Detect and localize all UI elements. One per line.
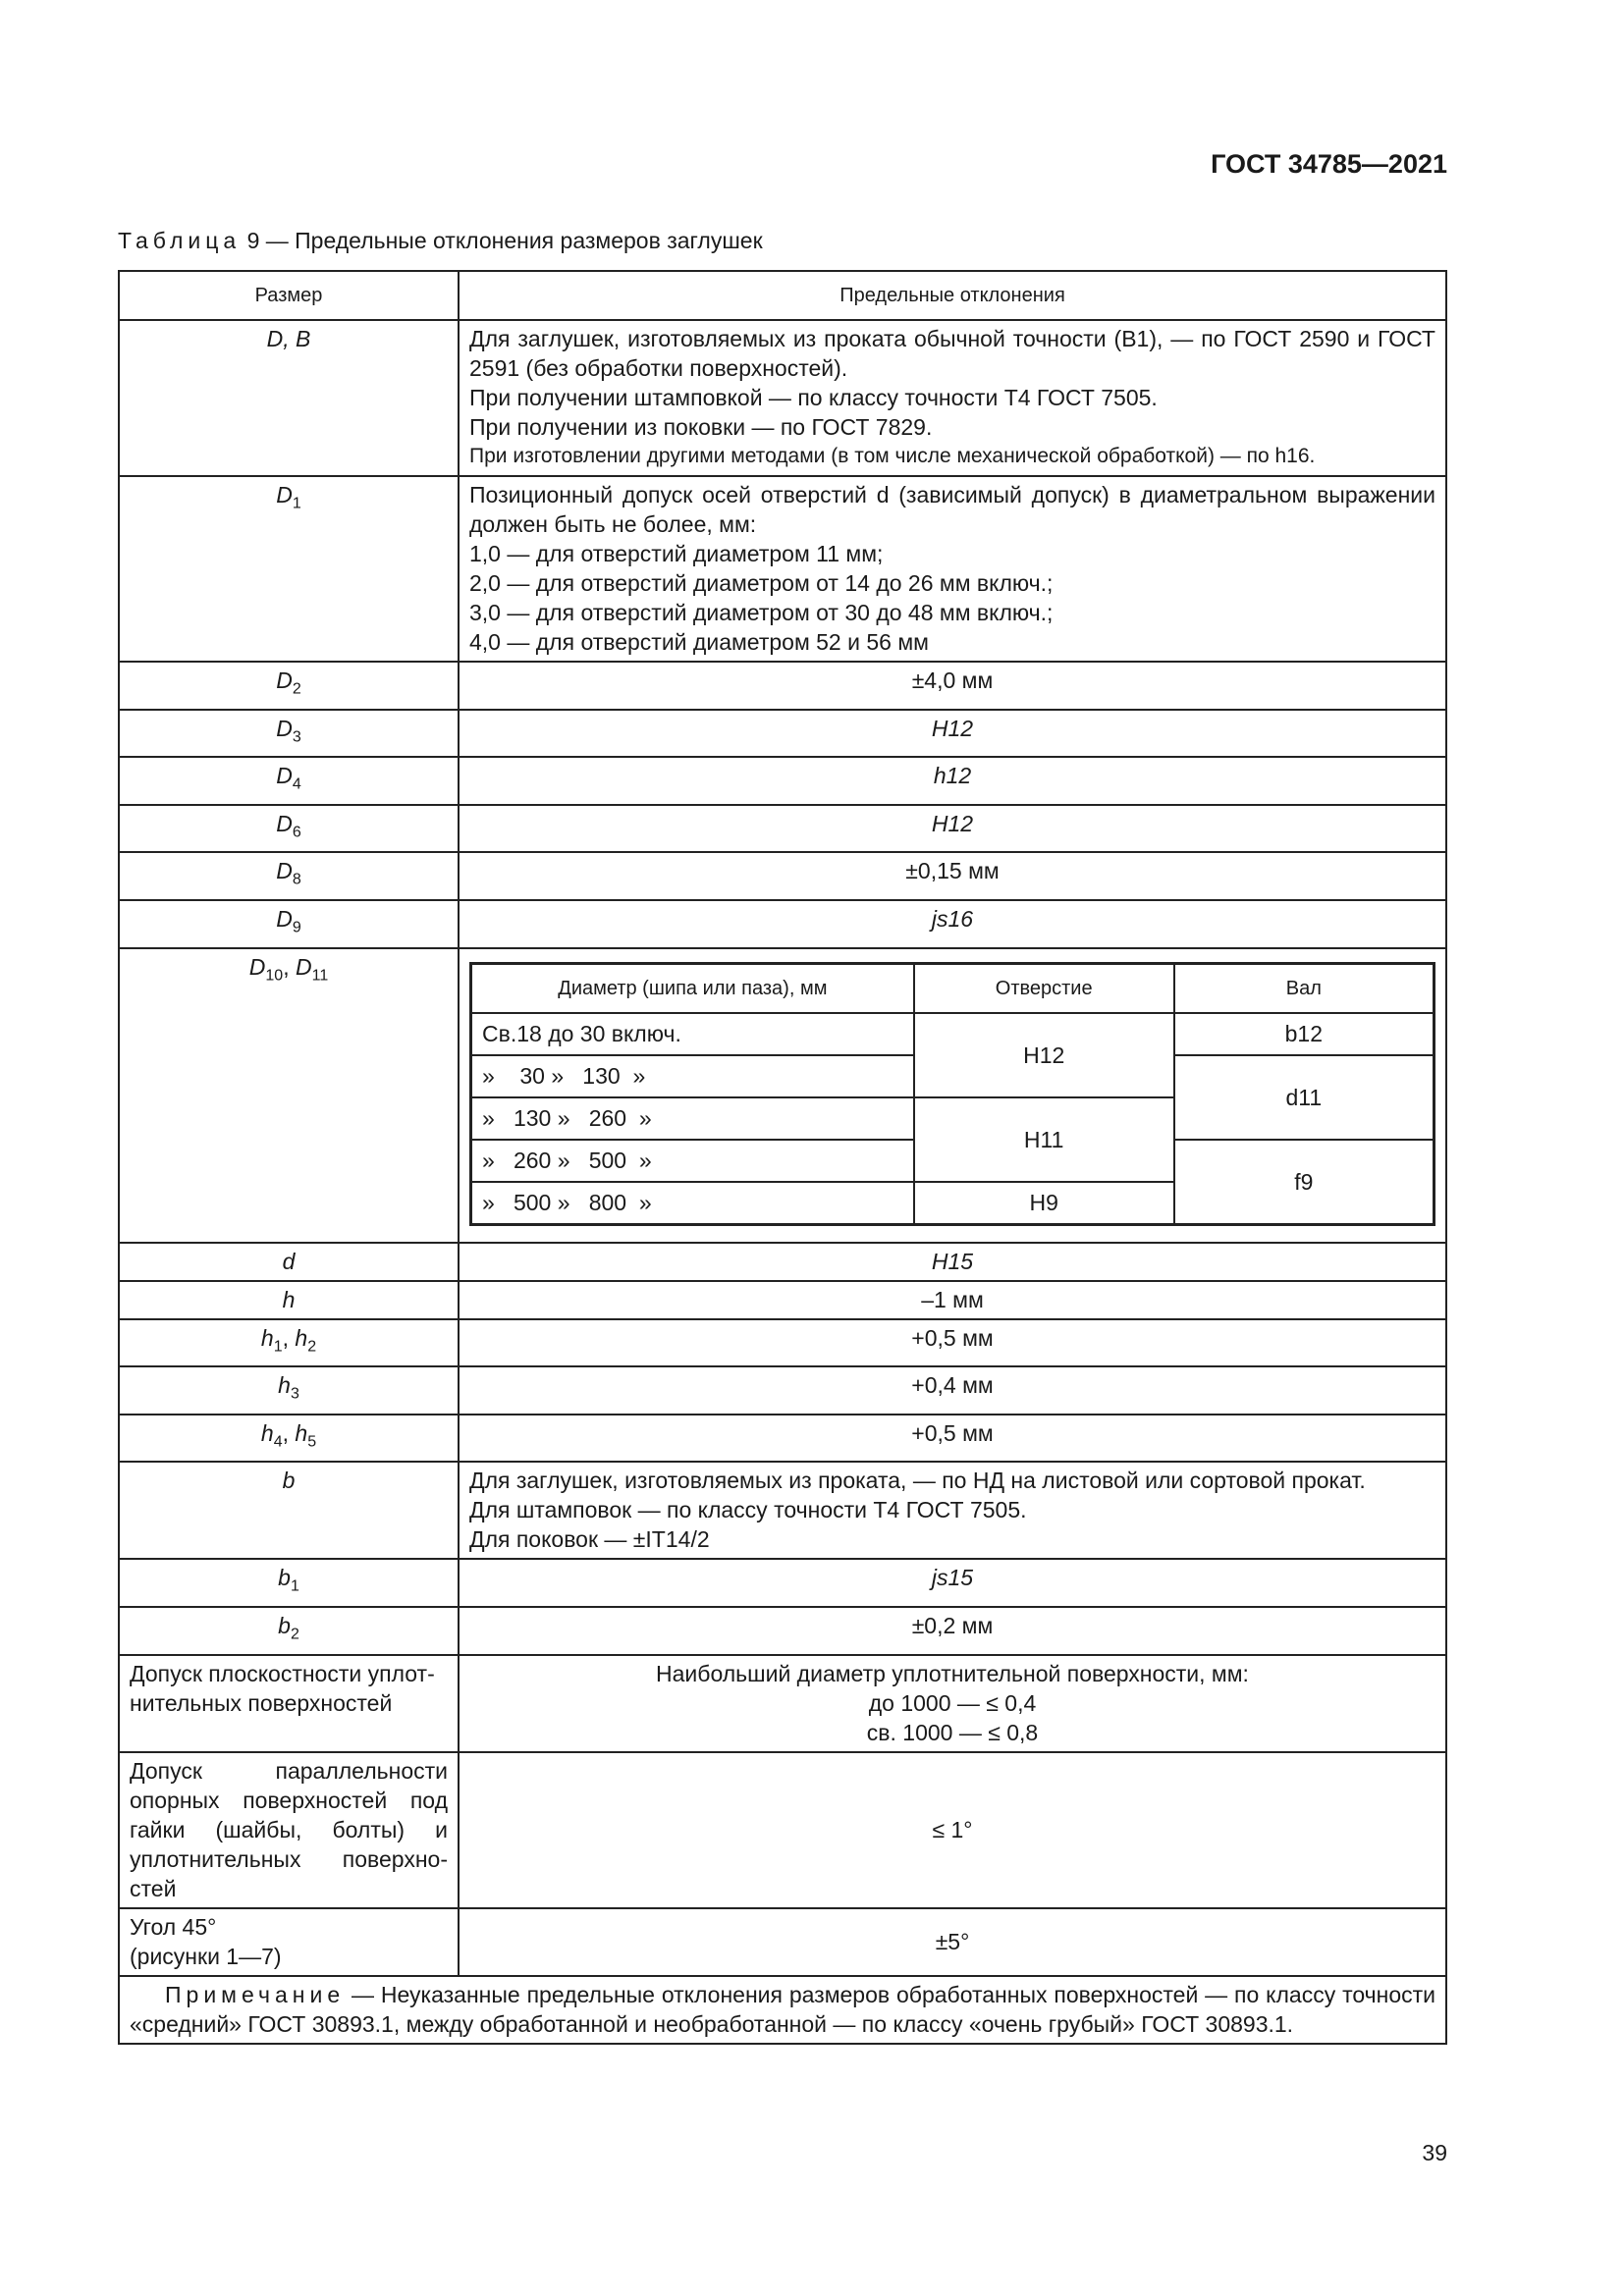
table-row-h3 [119, 1366, 1446, 1415]
symbol-separator: , [283, 953, 296, 980]
table-row-D6 [119, 805, 1446, 853]
symbol-subscript: 9 [292, 919, 301, 936]
deviation-cell [459, 948, 1446, 1243]
table-row-D1 [119, 476, 1446, 662]
symbol: h [295, 1324, 308, 1351]
table-row-D9 [119, 900, 1446, 948]
symbol-subscript: 10 [265, 967, 284, 985]
table-row-D8 [119, 852, 1446, 900]
hole-cell: H9 [914, 1182, 1174, 1225]
symbol-subscript: 2 [307, 1338, 317, 1356]
symbol-subscript: 8 [292, 871, 301, 888]
symbol: h [295, 1419, 308, 1446]
table-caption [118, 228, 763, 254]
label-cell [119, 1908, 459, 1976]
table-row-b1 [119, 1559, 1446, 1607]
symbol-cell [119, 852, 459, 900]
table-row-D10-D11 [119, 948, 1446, 1243]
caption-prefix: Таблица [118, 228, 242, 253]
table-row-angle [119, 1908, 1446, 1976]
symbol: b [278, 1612, 291, 1638]
text-line: Угол 45° [130, 1913, 217, 1940]
table-note-row [119, 1976, 1446, 2044]
symbol-separator: , [282, 1419, 296, 1446]
value-cell: H15 [459, 1243, 1446, 1281]
table-header-row [119, 271, 1446, 320]
text-line: Для заглушек, изготовляемых из проката, — по НД на листовой или сортовой прокат. [469, 1468, 1366, 1494]
symbol: D [276, 715, 293, 741]
table-row-D2 [119, 662, 1446, 710]
text-line: Для заглушек, изготовляемых из проката обычной точности (В1), — по ГОСТ 2590 и ГОСТ 2591 (без обработки поверхностей). [469, 326, 1435, 381]
text-line: При изготовлении другими методами (в том числе механической обработкой) — по h16. [469, 445, 1316, 467]
table-row-D4 [119, 757, 1446, 805]
text-line: Для поковок — ±IT14/2 [469, 1526, 710, 1553]
text-line: до 1000 — ≤ 0,4 [868, 1689, 1037, 1716]
table-row-D3 [119, 710, 1446, 758]
deviation-cell [459, 320, 1446, 476]
symbol-cell [119, 757, 459, 805]
table-row-D-B [119, 320, 1446, 476]
value-cell: +0,5 мм [459, 1415, 1446, 1463]
symbol-subscript: 1 [292, 495, 301, 512]
hole-cell: H12 [914, 1013, 1174, 1097]
note-prefix: Примечание [165, 1981, 346, 2007]
symbol-subscript: 4 [273, 1433, 283, 1451]
value-cell: js16 [459, 900, 1446, 948]
value-cell: ±4,0 мм [459, 662, 1446, 710]
shaft-cell: b12 [1174, 1013, 1435, 1055]
symbol-cell [119, 948, 459, 1243]
value-cell: ±5° [459, 1908, 1446, 1976]
symbol-cell [119, 1607, 459, 1655]
header-deviations: Предельные отклонения [459, 271, 1446, 320]
symbol: h [260, 1419, 274, 1446]
symbol-subscript: 6 [292, 824, 301, 841]
symbol: D [276, 667, 293, 693]
text-line: Наибольший диаметр уплотнительной поверхности, мм: [656, 1660, 1249, 1686]
diameter-cell: » 500 » 800 » [471, 1182, 914, 1225]
value-cell: js15 [459, 1559, 1446, 1607]
symbol: D [276, 763, 293, 789]
value-cell: +0,4 мм [459, 1366, 1446, 1415]
deviations-table [118, 270, 1447, 2045]
symbol-subscript: 3 [290, 1385, 299, 1403]
text-line: (рисунки 1—7) [130, 1943, 282, 1969]
symbol: D [248, 953, 266, 980]
table-row-h4-h5 [119, 1415, 1446, 1463]
symbol: D [276, 482, 293, 507]
text-line: св. 1000 — ≤ 0,8 [866, 1719, 1039, 1745]
table-row-d [119, 1243, 1446, 1281]
header-shaft: Вал [1174, 963, 1435, 1013]
table-row-b [119, 1462, 1446, 1559]
symbol-cell [119, 1319, 459, 1367]
symbol: b [278, 1565, 291, 1591]
symbol-subscript: 1 [273, 1338, 283, 1356]
diameter-cell: » 260 » 500 » [471, 1140, 914, 1182]
fit-table [469, 962, 1435, 1226]
note-cell [119, 1976, 1446, 2044]
value-cell: H12 [459, 710, 1446, 758]
diameter-cell: » 30 » 130 » [471, 1055, 914, 1097]
header-size: Размер [119, 271, 459, 320]
value-cell: ±0,2 мм [459, 1607, 1446, 1655]
symbol-cell [119, 710, 459, 758]
fit-table-header [471, 963, 1435, 1013]
value-cell: –1 мм [459, 1281, 1446, 1319]
table-row-flatness [119, 1655, 1446, 1752]
label-cell: Допуск параллельности опорных поверхностей под гайки (шайбы, болты) и уплотнительных поверхностей [119, 1752, 459, 1908]
diameter-cell: Св.18 до 30 включ. [471, 1013, 914, 1055]
text-line: 1,0 — для отверстий диаметром 11 мм; [469, 541, 884, 566]
shaft-cell: d11 [1174, 1055, 1435, 1140]
text-line: 4,0 — для отверстий диаметром 52 и 56 мм [469, 629, 929, 655]
symbol-cell [119, 1559, 459, 1607]
header-hole: Отверстие [914, 963, 1174, 1013]
symbol-cell: d [119, 1243, 459, 1281]
symbol-subscript: 5 [307, 1433, 317, 1451]
symbol-cell: D, B [119, 320, 459, 476]
symbol-cell [119, 1415, 459, 1463]
symbol: D [276, 858, 293, 884]
symbol-subscript: 4 [292, 775, 301, 793]
table-row-h1-h2 [119, 1319, 1446, 1367]
symbol: D [276, 810, 293, 836]
symbol: h [260, 1324, 274, 1351]
symbol-cell: b [119, 1462, 459, 1559]
shaft-cell: f9 [1174, 1140, 1435, 1225]
value-cell: ±0,15 мм [459, 852, 1446, 900]
symbol-subscript: 11 [311, 967, 329, 985]
symbol-cell [119, 662, 459, 710]
fit-table-row [471, 1013, 1435, 1055]
header-diameter: Диаметр (шипа или паза), мм [471, 963, 914, 1013]
symbol-subscript: 2 [290, 1626, 299, 1643]
symbol-cell: h [119, 1281, 459, 1319]
symbol-cell [119, 805, 459, 853]
symbol-subscript: 2 [292, 680, 301, 698]
symbol: D [295, 953, 312, 980]
diameter-cell: » 130 » 260 » [471, 1097, 914, 1140]
symbol-subscript: 3 [292, 728, 301, 746]
deviation-cell [459, 476, 1446, 662]
symbol-cell [119, 900, 459, 948]
caption-text: 9 — Предельные отклонения размеров заглушек [241, 228, 763, 253]
text-line: Для штамповок — по классу точности Т4 ГОСТ 7505. [469, 1497, 1027, 1523]
text-line: Позиционный допуск осей отверстий d (зависимый допуск) в диаметральном выражении должен быть не более, мм: [469, 482, 1435, 537]
value-cell: H12 [459, 805, 1446, 853]
value-cell: ≤ 1° [459, 1752, 1446, 1908]
page-number: 39 [1422, 2140, 1447, 2165]
table-row-b2 [119, 1607, 1446, 1655]
text-line: При получении из поковки — по ГОСТ 7829. [469, 414, 933, 440]
symbol-cell [119, 476, 459, 662]
note-text: — Неуказанные предельные отклонения размеров обработанных поверхностей — по классу точности «средний» ГОСТ 30893.1, между обработанной и необработанной — по классу «очень грубый» ГОСТ 30893.1. [130, 1981, 1435, 2037]
label-cell: Допуск плоскостности уплотнительных поверхностей [119, 1655, 459, 1752]
symbol: D [276, 905, 293, 932]
hole-cell: H11 [914, 1097, 1174, 1182]
deviation-cell [459, 1462, 1446, 1559]
value-cell: +0,5 мм [459, 1319, 1446, 1367]
text-line: 2,0 — для отверстий диаметром от 14 до 26 мм включ.; [469, 570, 1054, 596]
symbol-subscript: 1 [290, 1577, 299, 1595]
value-cell: h12 [459, 757, 1446, 805]
text-line: При получении штамповкой — по классу точности Т4 ГОСТ 7505. [469, 385, 1158, 410]
text-line: 3,0 — для отверстий диаметром от 30 до 48 мм включ.; [469, 600, 1054, 625]
table-row-parallelism [119, 1752, 1446, 1908]
symbol-separator: , [282, 1324, 296, 1351]
symbol: h [278, 1372, 291, 1399]
deviation-cell [459, 1655, 1446, 1752]
symbol-cell [119, 1366, 459, 1415]
standard-code: ГОСТ 34785—2021 [1211, 149, 1447, 179]
table-row-h [119, 1281, 1446, 1319]
